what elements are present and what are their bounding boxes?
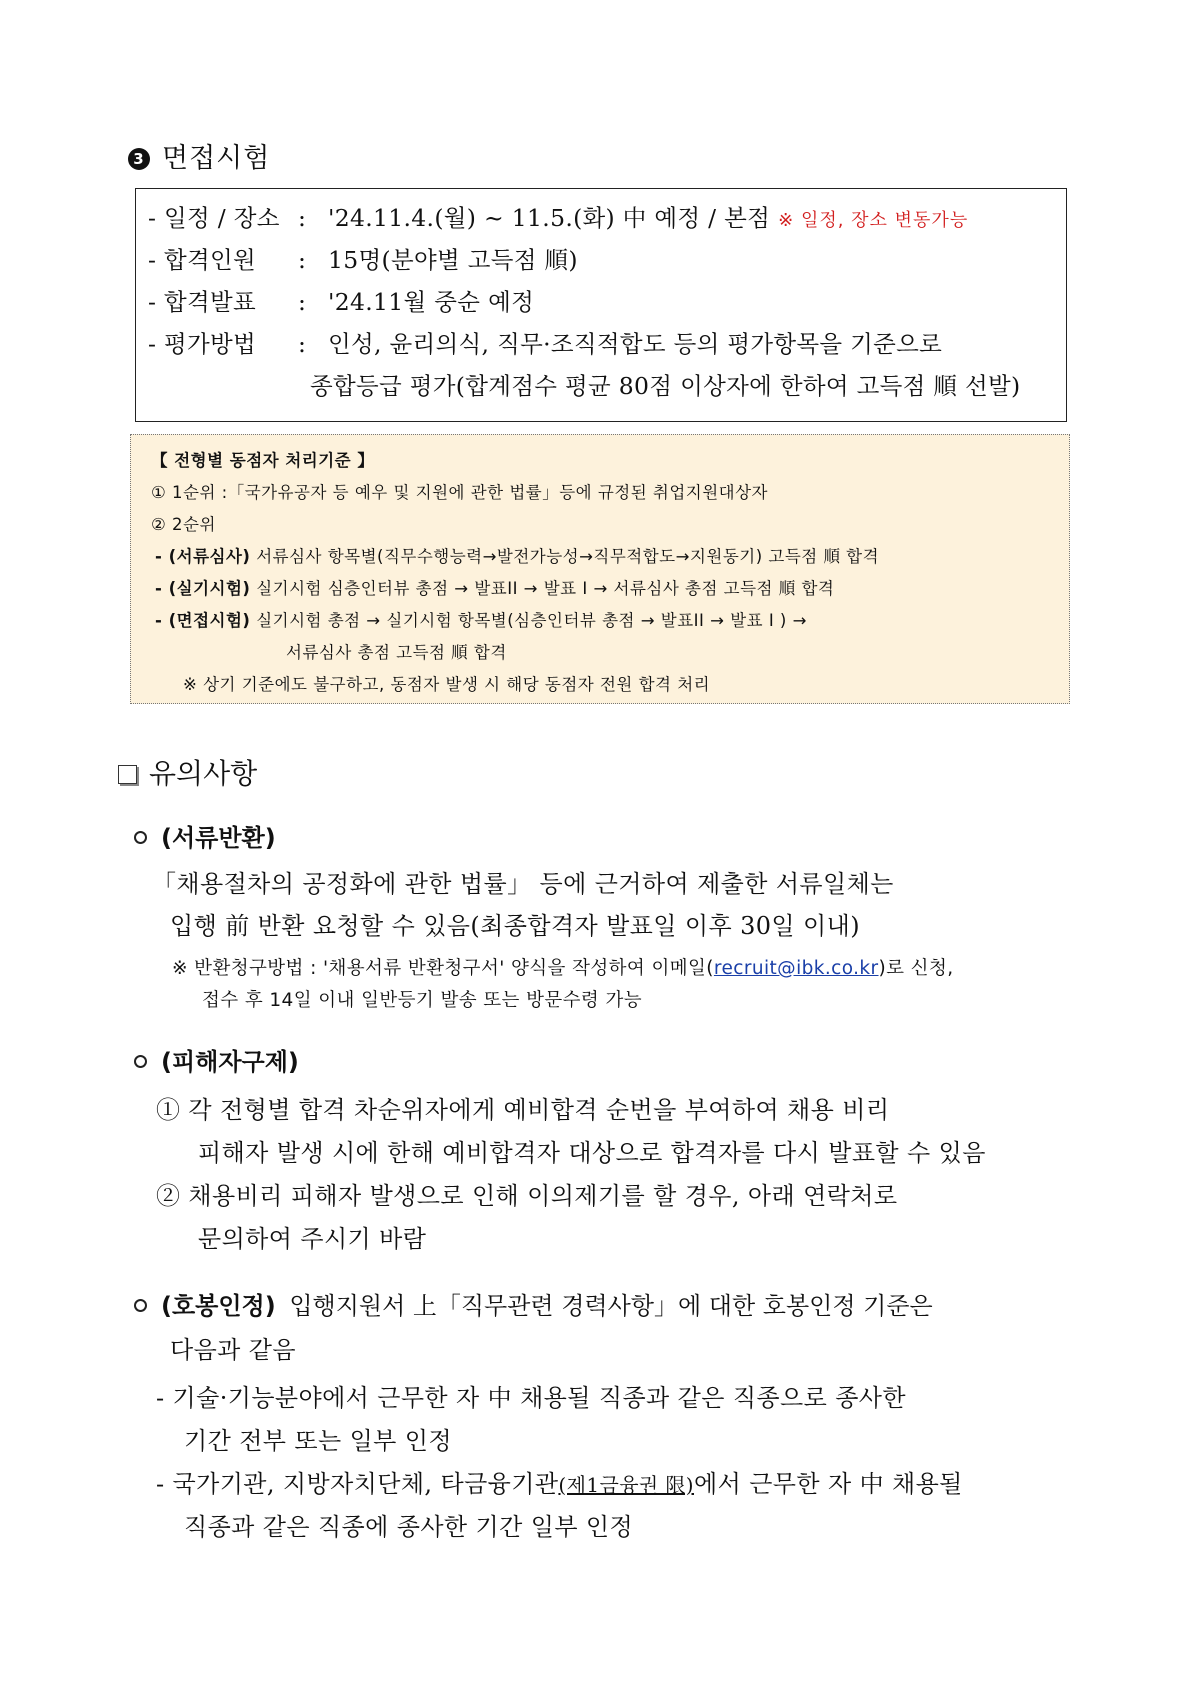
tiebreak-priority-1: ① 1순위 :「국가유공자 등 예우 및 지원에 관한 법률」등에 규정된 취업지원대상자 [151, 483, 768, 502]
docs-line-2: 입행 前 반환 요청할 수 있음(최종합격자 발표일 이후 30일 이내) [170, 912, 860, 940]
schedule-note: ※ 일정, 장소 변동가능 [778, 210, 969, 231]
schedule-row: - 일정 / 장소 : '24.11.4.(월) ~ 11.5.(화) 中 예정 / 본점 ※ 일정, 장소 변동가능 [148, 204, 969, 232]
victim-item-2-line-1: ② 채용비리 피해자 발생으로 인해 이의제기를 할 경우, 아래 연락처로 [156, 1182, 898, 1210]
docs-note-1: ※ 반환청구방법 : '채용서류 반환청구서' 양식을 작성하여 이메일(recruit@ibk.co.kr)로 신청, [172, 958, 954, 979]
interview-info-box [135, 188, 1067, 422]
victim-item-2-line-2: 문의하여 주시기 바람 [198, 1225, 427, 1253]
tiebreak-interview: - (면접시험) 실기시험 총점 → 실기시험 항목별(심층인터뷰 총점 → 발표II → 발표 I ) → [155, 611, 807, 630]
tiebreak-note: ※ 상기 기준에도 불구하고, 동점자 발생 시 해당 동점자 전원 합격 처리 [183, 675, 711, 694]
victim-item-1-line-2: 피해자 발생 시에 한해 예비합격자 대상으로 합격자를 다시 발표할 수 있음 [198, 1139, 986, 1167]
hollow-circle-bullet-icon [134, 831, 147, 844]
headcount-row: - 합격인원 : 15명(분야별 고득점 順) [148, 246, 578, 274]
docs-note-2: 접수 후 14일 이내 일반등기 발송 또는 방문수령 가능 [202, 990, 643, 1011]
notice-section-title: 유의사항 [118, 752, 257, 792]
docs-heading: (서류반환) [134, 818, 276, 853]
interview-section-title [128, 136, 270, 175]
salary-bullet-1-line-1: - 기술·기능분야에서 근무한 자 中 채용될 직종과 같은 직종으로 종사한 [156, 1384, 906, 1412]
method-row-line2: 종합등급 평가(합계점수 평균 80점 이상자에 한하여 고득점 順 선발) [310, 372, 1021, 400]
email-link[interactable]: recruit@ibk.co.kr [713, 958, 879, 979]
salary-line-2: 다음과 같음 [170, 1336, 296, 1364]
hollow-circle-bullet-icon [134, 1299, 147, 1312]
hollow-circle-bullet-icon [134, 1055, 147, 1068]
salary-bullet-1-line-2: 기간 전부 또는 일부 인정 [184, 1427, 452, 1455]
tiebreak-box [130, 434, 1070, 704]
announcement-row: - 합격발표 : '24.11월 중순 예정 [148, 288, 535, 316]
section-number-badge: 3 [128, 148, 150, 170]
victim-item-1-line-1: ① 각 전형별 합격 차순위자에게 예비합격 순번을 부여하여 채용 비리 [156, 1096, 890, 1124]
salary-heading: (호봉인정) 입행지원서 上「직무관련 경력사항」에 대한 호봉인정 기준은 [134, 1286, 933, 1321]
interview-title-text: 면접시험 [162, 143, 271, 174]
tiebreak-document: - (서류심사) 서류심사 항목별(직무수행능력→발전가능성→직무적합도→지원동기) 고득점 順 합격 [155, 547, 880, 566]
tiebreak-practical: - (실기시험) 실기시험 심층인터뷰 총점 → 발표II → 발표 I → 서류심사 총점 고득점 順 합격 [155, 579, 835, 598]
checkbox-square-icon [118, 765, 137, 784]
method-row: - 평가방법 : 인성, 윤리의식, 직무·조직적합도 등의 평가항목을 기준으로 [148, 330, 943, 358]
salary-bullet-2-line-2: 직종과 같은 직종에 종사한 기간 일부 인정 [184, 1513, 634, 1541]
tiebreak-interview-line2: 서류심사 총점 고득점 順 합격 [286, 643, 507, 662]
tiebreak-title: 【 전형별 동점자 처리기준 】 [151, 451, 375, 470]
docs-line-1: 「채용절차의 공정화에 관한 법률」 등에 근거하여 제출한 서류일체는 [152, 870, 894, 898]
salary-bullet-2-line-1: - 국가기관, 지방자치단체, 타금융기관(제1금융권 限)에서 근무한 자 中 채용될 [156, 1470, 963, 1498]
tiebreak-priority-2: ② 2순위 [151, 515, 216, 534]
victim-heading: (피해자구제) [134, 1042, 299, 1077]
